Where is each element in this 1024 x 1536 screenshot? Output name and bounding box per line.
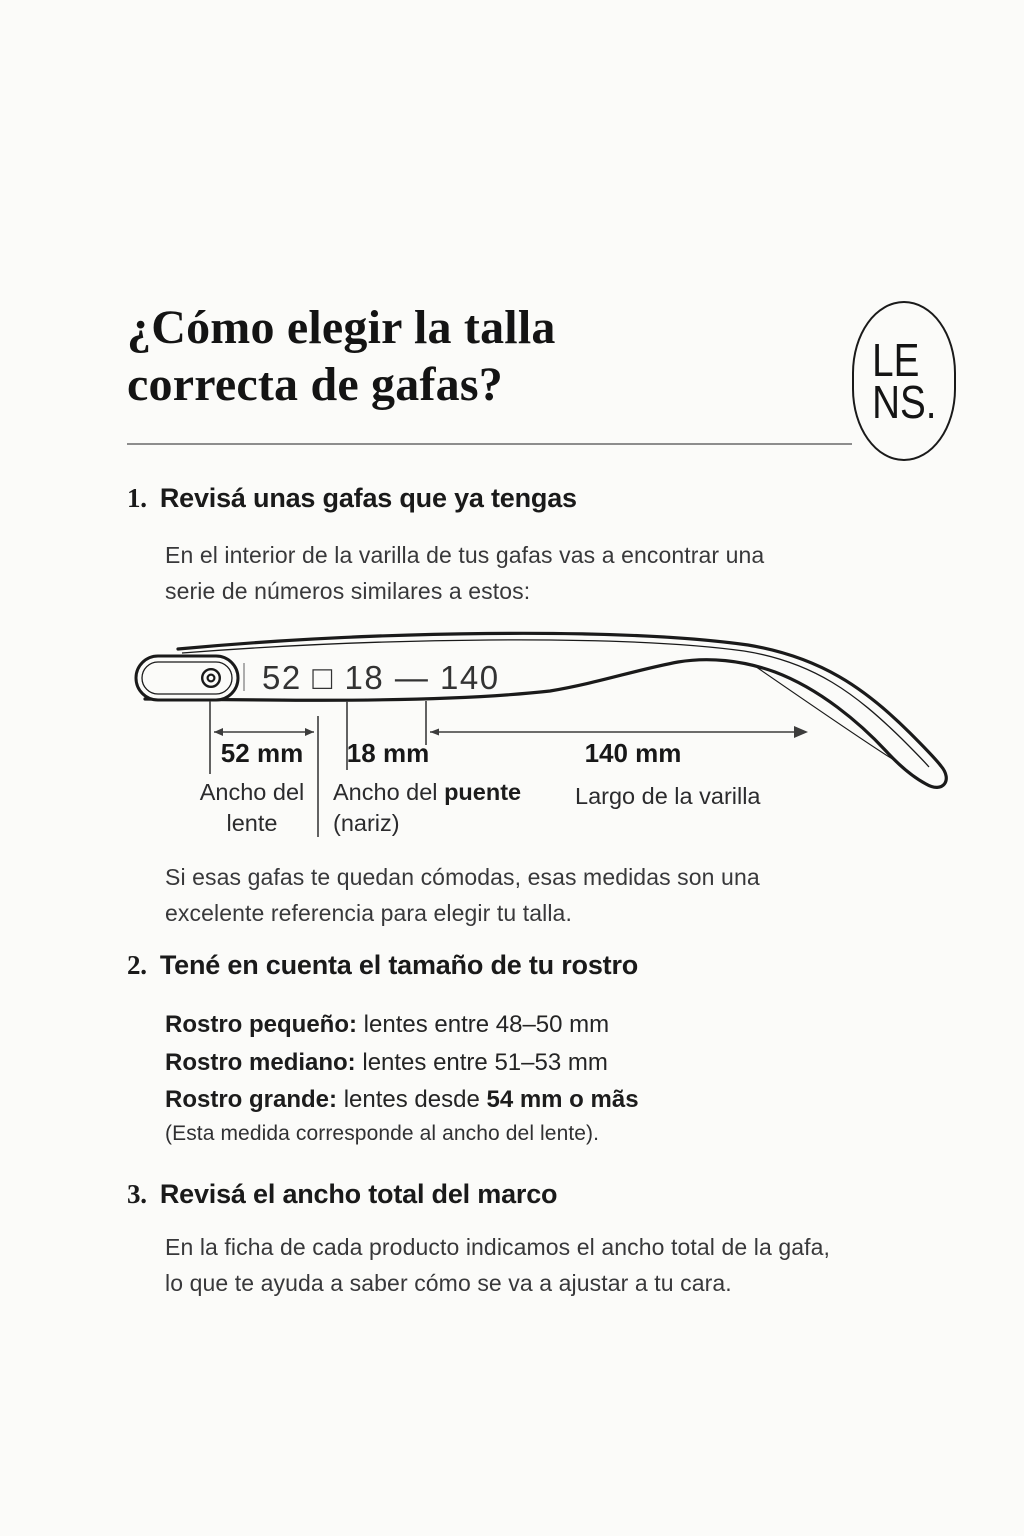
section-1-closing: Si esas gafas te quedan cómodas, esas medidas son una excelente referencia para elegir tu talla. — [165, 864, 760, 926]
section-2-number: 2. — [127, 950, 147, 980]
temple-length-label: Largo de la varilla — [575, 783, 761, 809]
section-1-title: Revisá unas gafas que ya tengas — [159, 483, 577, 513]
section-3-title: Revisá el ancho total del marco — [159, 1179, 558, 1209]
bridge-width-label: Ancho del puente (nariz) — [333, 779, 522, 836]
lens-width-label: Ancho del lente — [199, 779, 305, 836]
temple-length-dimension-line — [430, 726, 808, 738]
lens-logo-text: LE NS. — [871, 334, 937, 428]
list-item: Rostro mediano: lentes entre 51–53 mm — [165, 1048, 608, 1076]
temple-length-value: 140 mm — [584, 738, 682, 768]
temple-size-code: 52 □ 18 — 140 — [262, 659, 500, 696]
section-1-heading — [127, 483, 577, 514]
lens-width-note: (Esta medida corresponde al ancho del lente). — [165, 1122, 600, 1145]
lens-width-dimension-line — [214, 728, 314, 736]
section-1-body: En el interior de la varilla de tus gafas vas a encontrar una serie de números similares a estos: — [165, 542, 765, 604]
page-title-line2: correcta de gafas? — [127, 358, 503, 411]
lens-brand-logo — [852, 301, 956, 461]
temple-measurement-diagram — [120, 612, 1000, 862]
face-size-list — [165, 1006, 639, 1119]
section-2-title: Tené en cuenta el tamaño de tu rostro — [159, 950, 639, 980]
page-title-line1: ¿Cómo elegir la talla — [127, 301, 556, 354]
list-item: Rostro grande: lentes desde 54 mm o mãs — [165, 1086, 639, 1113]
section-2-heading — [127, 950, 638, 981]
list-item: Rostro pequeño: lentes entre 48–50 mm — [165, 1011, 610, 1038]
lens-width-value: 52 mm — [220, 738, 304, 768]
bridge-width-value: 18 mm — [346, 738, 430, 768]
section-3-heading — [127, 1179, 557, 1210]
section-3-body: En la ficha de cada producto indicamos el ancho total de la gafa, lo que te ayuda a saber cómo se va a ajustar a tu cara. — [165, 1234, 830, 1296]
section-1-number: 1. — [127, 483, 147, 513]
page-title — [127, 299, 556, 413]
section-3-number: 3. — [127, 1179, 147, 1209]
header-divider — [127, 443, 852, 445]
